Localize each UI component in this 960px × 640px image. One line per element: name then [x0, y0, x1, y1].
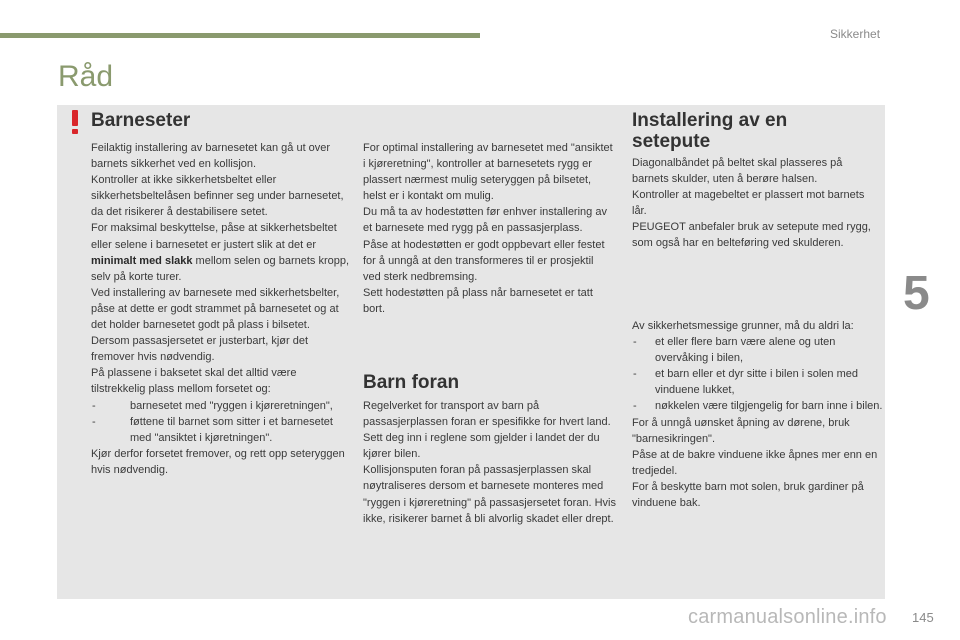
paragraph: Regelverket for transport av barn på passasjerplassen foran er spesifikke for hvert land. Sett deg inn i reglene som gjelder i landet der du kjører bilen.	[363, 400, 611, 461]
paragraph: PEUGEOT anbefaler bruk av setepute med rygg, som også har en belteføring ved skulderen.	[632, 221, 871, 250]
header-accent-bar	[0, 33, 480, 38]
paragraph: Kontroller at magebeltet er plassert mot barnets lår.	[632, 189, 865, 218]
page-title: Råd	[58, 60, 114, 93]
paragraph: På plassene i baksetet skal det alltid være tilstrekkelig plass mellom forsetet og:	[91, 367, 297, 396]
paragraph: For å beskytte barn mot solen, bruk gardiner på vinduene bak.	[632, 480, 864, 510]
paragraph: Feilaktig installering av barnesetet kan gå ut over barnets sikkerhet ved en kollisjon.	[91, 142, 331, 171]
paragraph: Påse at hodestøtten er godt oppbevart eller festet for å unngå at den transformeres til er prosjektil ved sterk nedbremsing.	[363, 238, 605, 283]
setepute-text	[632, 155, 877, 252]
paragraph: For maksimal beskyttelse, påse at sikkerhetsbeltet eller selene i barnesetet er justert slik at det er minimalt med slakk mellom selen og barnets kropp, selv på korte turer.	[91, 222, 350, 283]
watermark-text: carmanualsonline.info	[688, 606, 887, 628]
barneseter-column-1	[91, 140, 351, 478]
paragraph: Kjør derfor forsetet fremover, og rett opp seteryggen hvis nødvendig.	[91, 447, 345, 476]
warning-exclamation-icon	[70, 110, 80, 134]
list-item: - et barn eller et dyr sitte i bilen i solen med vinduene lukket,	[632, 366, 884, 398]
paragraph: Sett hodestøtten på plass når barnesetet er tatt bort.	[363, 286, 593, 315]
paragraph: Du må ta av hodestøtten før enhver installering av et barnesete med rygg på en passasjerplass.	[363, 206, 607, 235]
section-label: Sikkerhet	[830, 27, 881, 41]
barneseter-column-2	[363, 140, 613, 317]
chapter-number: 5	[903, 267, 930, 320]
bullet-list	[91, 398, 351, 446]
paragraph: Diagonalbåndet på beltet skal plasseres på barnets skulder, uten å berøre halsen.	[632, 157, 843, 186]
list-item: - nøkkelen være tilgjengelig for barn inne i bilen.	[632, 398, 884, 414]
paragraph: Ved installering av barnesete med sikkerhetsbelter, påse at dette er godt strammet på barnesetet og at det holder barnesetet godt på plass i bilsetet. Dersom passasjersetet er justerbart, kjør det fremover hvis nødvendig.	[91, 286, 340, 364]
paragraph: Kontroller at ikke sikkerhetsbeltet eller sikkerhetsbeltelåsen befinner seg under barnesetet, da det risikerer å destabilisere setet.	[91, 174, 344, 219]
list-item: - barnesetet med "ryggen i kjøreretningen",	[91, 398, 351, 414]
list-item: - føttene til barnet som sitter i et barnesetet med "ansiktet i kjøretningen".	[91, 414, 351, 446]
paragraph: For å unngå uønsket åpning av dørene, bruk "barnesikringen".	[632, 416, 850, 445]
heading-setepute: Installering av en setepute	[632, 110, 788, 152]
sikkerhet-text	[632, 318, 884, 511]
barn-foran-text	[363, 398, 618, 527]
heading-barneseter: Barneseter	[91, 110, 191, 131]
list-item: - et eller flere barn være alene og uten overvåking i bilen,	[632, 334, 884, 366]
emphasis-text: minimalt med slakk	[91, 254, 193, 267]
bullet-list	[632, 334, 884, 414]
paragraph: Kollisjonsputen foran på passasjerplassen skal nøytraliseres dersom et barnesete monteres med "ryggen i kjøreretning" på passasjersetet foran. Hvis ikke, risikerer barnet å bli alvorlig skadet eller drept.	[363, 464, 616, 525]
paragraph: Av sikkerhetsmessige grunner, må du aldri la:	[632, 320, 854, 332]
page-number: 145	[912, 610, 934, 625]
paragraph: For optimal installering av barnesetet med "ansiktet i kjøreretning", kontroller at barnesetets rygg er plassert nærmest mulig seteryggen på bilsetet, helst er i kontakt om mulig.	[363, 142, 613, 203]
paragraph: Påse at de bakre vinduene ikke åpnes mer enn en tredjedel.	[632, 448, 878, 477]
heading-barn-foran: Barn foran	[363, 372, 460, 393]
